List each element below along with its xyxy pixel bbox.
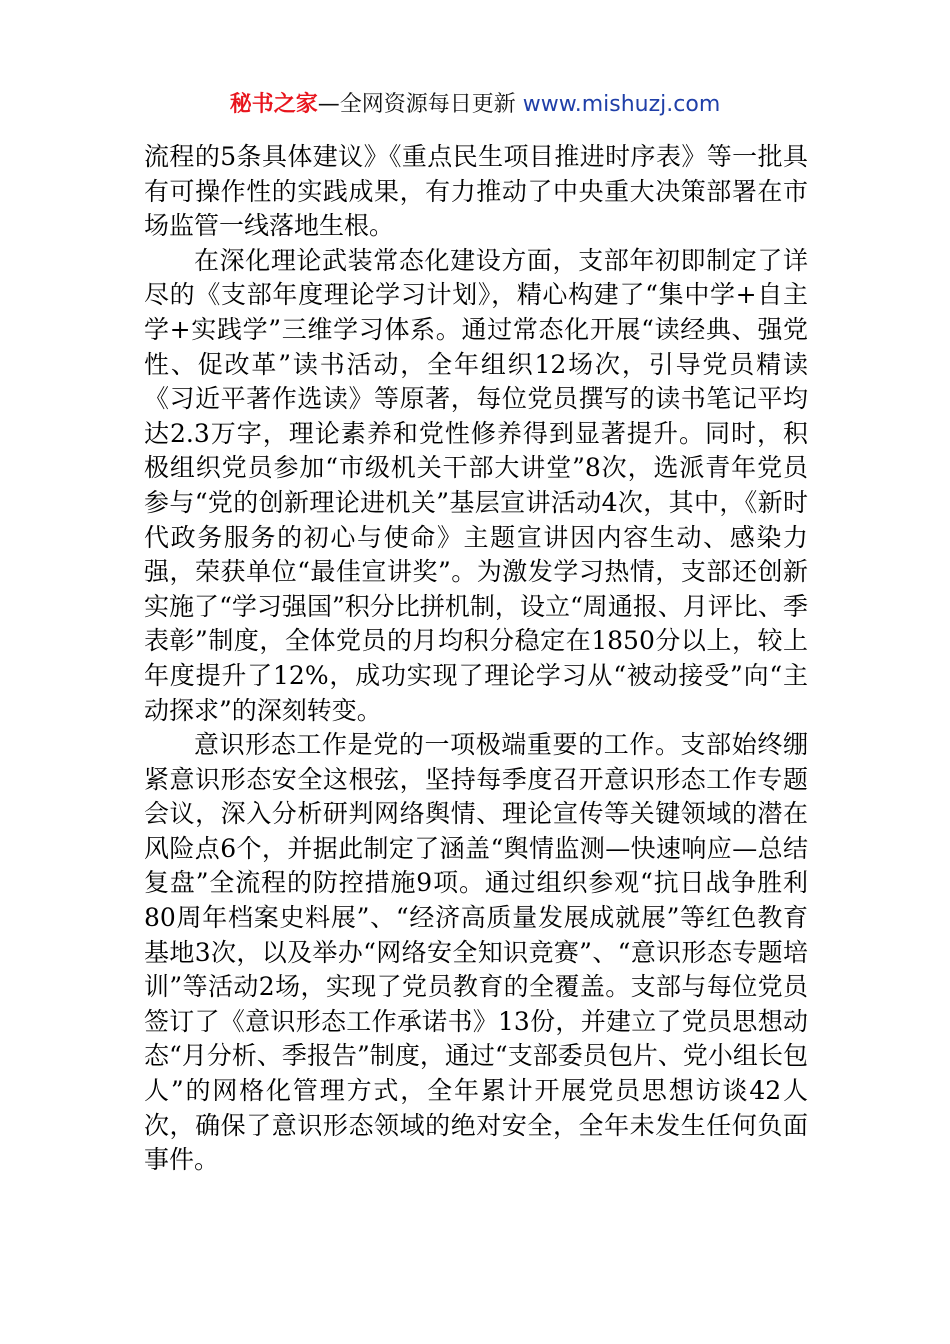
paragraph-theory-study: 在深化理论武装常态化建设方面，支部年初即制定了详尽的《支部年度理论学习计划》，精心构建了“集中学+自主学+实践学”三维学习体系。通过常态化开展“读经典、强党性、促改革”读书活动，全年组织12场次，引导党员精读《习近平著作选读》等原著，每位党员撰写的读书笔记平均达2.3万字，理论素养和党性修养得到显著提升。同时，积极组织党员参加“市级机关干部大讲堂”8次，选派青年党员参与“党的创新理论进机关”基层宣讲活动4次，其中，《新时代政务服务的初心与使命》主题宣讲因内容生动、感染力强，荣获单位“最佳宣讲奖”。为激发学习热情，支部还创新实施了“学习强国”积分比拼机制，设立“周通报、月评比、季表彰”制度，全体党员的月均积分稳定在1850分以上，较上年度提升了12%，成功实现了理论学习从“被动接受”向“主动探求”的深刻转变。 [144,245,808,725]
document-body [144,140,808,1178]
paragraph-continued: 流程的5条具体建议》《重点民生项目推进时序表》等一批具有可操作性的实践成果，有力推动了中央重大决策部署在市场监管一线落地生根。 [144,142,808,241]
site-brand: 秘书之家 [229,92,318,117]
site-url-link[interactable]: www.mishuzj.com [522,92,721,117]
site-tagline: —全网资源每日更新 [317,92,516,117]
page-header [0,88,950,122]
paragraph-ideology-work: 意识形态工作是党的一项极端重要的工作。支部始终绷紧意识形态安全这根弦，坚持每季度召开意识形态工作专题会议，深入分析研判网络舆情、理论宣传等关键领域的潜在风险点6个，并据此制定了涵盖“舆情监测—快速响应—总结复盘”全流程的防控措施9项。通过组织参观“抗日战争胜利80周年档案史料展”、“经济高质量发展成就展”等红色教育基地3次，以及举办“网络安全知识竞赛”、“意识形态专题培训”等活动2场，实现了党员教育的全覆盖。支部与每位党员签订了《意识形态工作承诺书》13份，并建立了党员思想动态“月分析、季报告”制度，通过“支部委员包片、党小组长包人”的网格化管理方式，全年累计开展党员思想访谈42人次，确保了意识形态领域的绝对安全，全年未发生任何负面事件。 [144,730,808,1175]
